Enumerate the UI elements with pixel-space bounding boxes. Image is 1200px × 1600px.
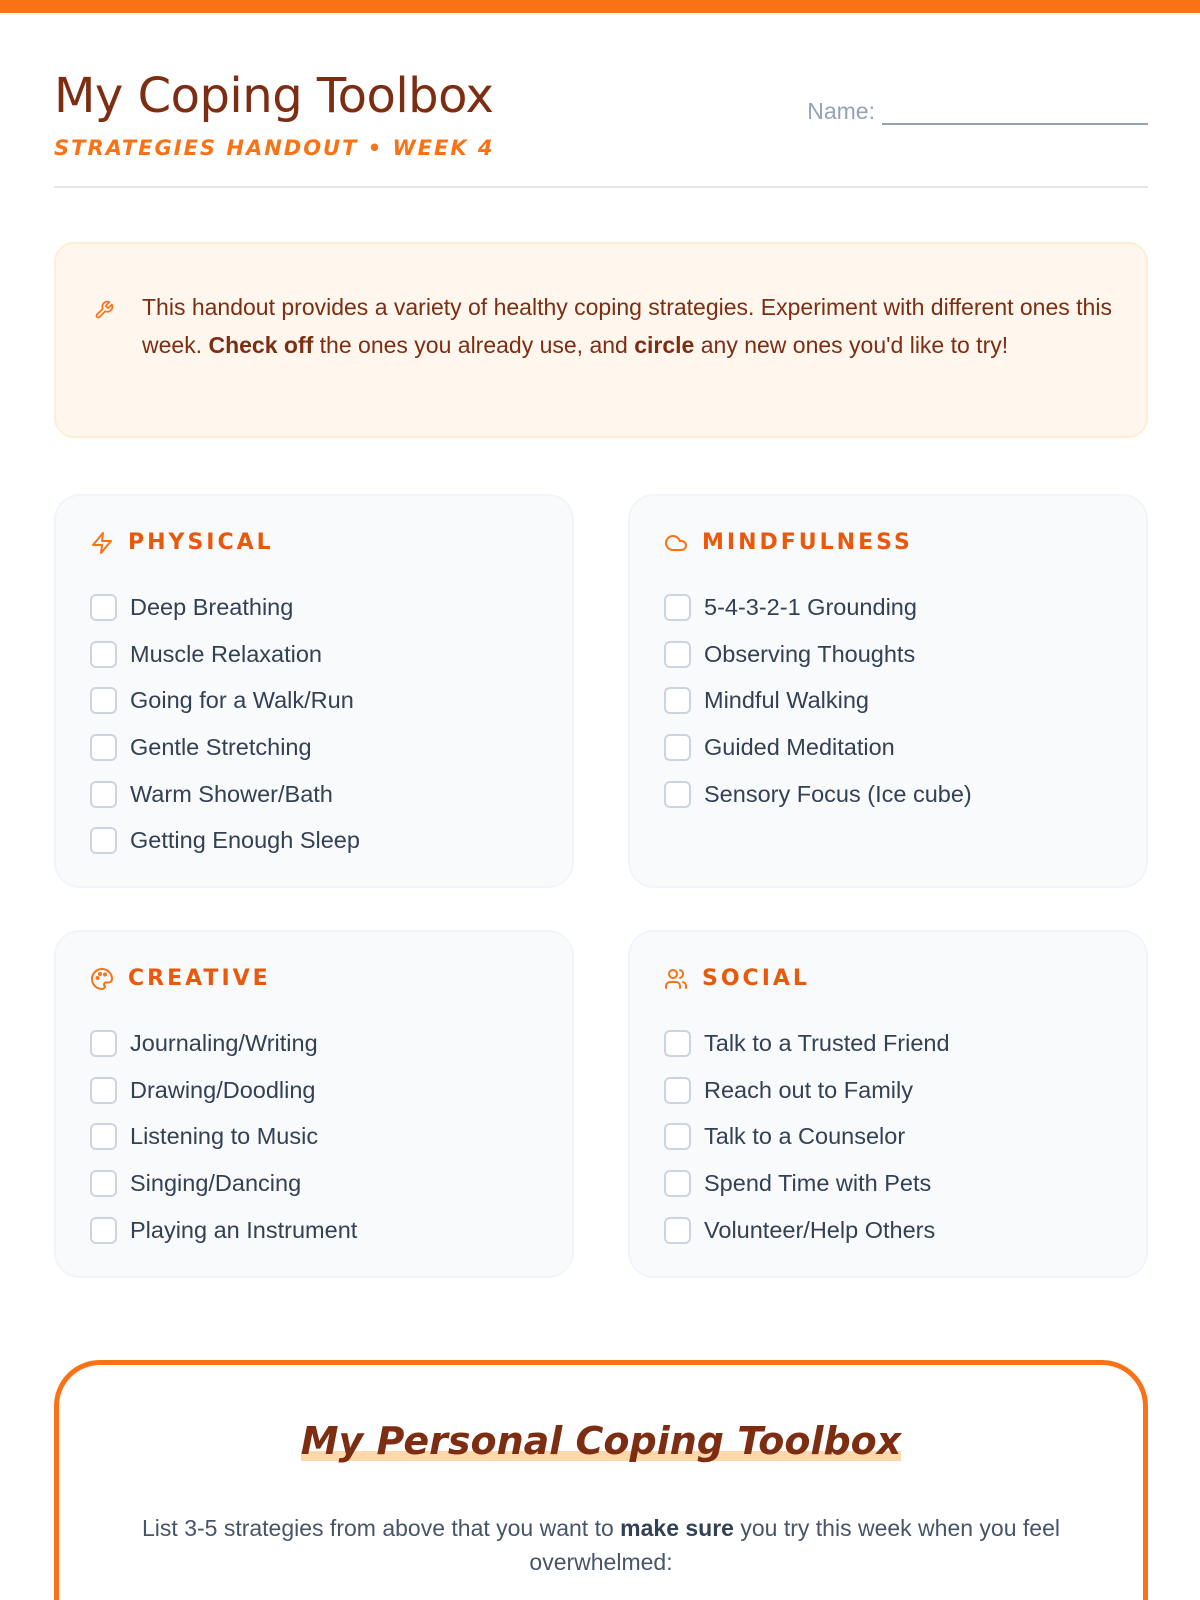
strategy-checkbox[interactable]: [664, 1217, 691, 1244]
category-title: CREATIVE: [128, 966, 271, 991]
strategy-item[interactable]: [664, 1207, 950, 1254]
strategy-item[interactable]: [90, 1020, 357, 1067]
page-title: My Coping Toolbox: [54, 68, 494, 124]
intro-text: [142, 288, 1112, 364]
strategy-label: Going for a Walk/Run: [130, 687, 354, 714]
strategy-label: Mindful Walking: [704, 687, 869, 714]
category-header: [90, 966, 271, 991]
category-card-creative: [54, 930, 574, 1278]
strategy-checkbox[interactable]: [664, 781, 691, 808]
strategy-label: Talk to a Trusted Friend: [704, 1029, 950, 1056]
toolbox-title: [59, 1419, 1143, 1463]
strategy-label: Getting Enough Sleep: [130, 827, 360, 854]
lightning-bolt-icon: [90, 531, 114, 555]
strategy-label: Journaling/Writing: [130, 1029, 318, 1056]
strategy-item[interactable]: [664, 631, 972, 678]
strategy-checkbox[interactable]: [90, 1170, 117, 1197]
strategy-checkbox[interactable]: [90, 1217, 117, 1244]
cloud-icon: [664, 531, 688, 555]
strategy-checkbox[interactable]: [664, 1123, 691, 1150]
strategy-checkbox[interactable]: [90, 1077, 117, 1104]
strategy-item[interactable]: [664, 1113, 950, 1160]
intro-text-part: any new ones you'd like to try!: [694, 332, 1009, 358]
strategy-checkbox[interactable]: [90, 734, 117, 761]
name-input-line[interactable]: [882, 105, 1148, 125]
strategy-label: 5-4-3-2-1 Grounding: [704, 593, 917, 620]
intro-emphasis-circle: circle: [634, 332, 695, 358]
wrench-icon: [94, 300, 114, 320]
strategy-list: [664, 584, 972, 817]
strategy-label: Reach out to Family: [704, 1076, 913, 1103]
page-header: [54, 66, 1148, 188]
strategy-checkbox[interactable]: [664, 1170, 691, 1197]
strategy-checkbox[interactable]: [664, 594, 691, 621]
strategy-label: Listening to Music: [130, 1123, 319, 1150]
toolbox-title-text: My Personal Coping Toolbox: [300, 1419, 902, 1463]
strategy-checkbox[interactable]: [664, 1030, 691, 1057]
strategy-list: [664, 1020, 950, 1253]
intro-text-part: This handout provides a variety of healthy coping strategies. Experiment with different ones this week.: [142, 294, 1112, 358]
category-card-social: [628, 930, 1148, 1278]
strategy-item[interactable]: [90, 1113, 357, 1160]
category-header: [664, 530, 913, 555]
strategy-label: Volunteer/Help Others: [704, 1216, 936, 1243]
strategy-item[interactable]: [90, 771, 360, 818]
category-card-mindfulness: [628, 494, 1148, 888]
strategy-checkbox[interactable]: [90, 594, 117, 621]
strategy-item[interactable]: [664, 771, 972, 818]
toolbox-instructions-part: List 3-5 strategies from above that you want to: [142, 1515, 621, 1541]
strategy-list: [90, 1020, 357, 1253]
category-title: SOCIAL: [702, 966, 810, 991]
users-icon: [664, 967, 688, 991]
strategy-item[interactable]: [90, 631, 360, 678]
strategy-checkbox[interactable]: [664, 734, 691, 761]
toolbox-instructions-part: you try this week when you feel overwhelmed:: [529, 1515, 1060, 1575]
strategy-item[interactable]: [664, 584, 972, 631]
strategy-item[interactable]: [90, 1160, 357, 1207]
top-accent-bar: [0, 0, 1200, 13]
strategy-label: Observing Thoughts: [704, 640, 916, 667]
intro-callout: [54, 242, 1148, 438]
strategy-label: Talk to a Counselor: [704, 1123, 906, 1150]
personal-toolbox-section: [54, 1360, 1148, 1600]
category-header: [664, 966, 810, 991]
intro-emphasis-check-off: Check off: [208, 332, 314, 358]
strategy-label: Warm Shower/Bath: [130, 780, 333, 807]
strategy-checkbox[interactable]: [90, 1123, 117, 1150]
strategy-item[interactable]: [90, 817, 360, 864]
strategy-label: Drawing/Doodling: [130, 1076, 316, 1103]
strategy-item[interactable]: [90, 1067, 357, 1114]
strategy-item[interactable]: [90, 1207, 357, 1254]
name-label: Name:: [807, 98, 875, 124]
strategy-checkbox[interactable]: [90, 641, 117, 668]
strategy-item[interactable]: [664, 1020, 950, 1067]
strategy-checkbox[interactable]: [664, 687, 691, 714]
strategy-label: Guided Meditation: [704, 733, 895, 760]
strategy-label: Spend Time with Pets: [704, 1169, 932, 1196]
strategy-item[interactable]: [664, 677, 972, 724]
strategy-checkbox[interactable]: [90, 1030, 117, 1057]
page-subtitle: STRATEGIES HANDOUT • WEEK 4: [54, 136, 495, 160]
toolbox-instructions-emphasis: make sure: [620, 1515, 734, 1541]
strategy-item[interactable]: [90, 584, 360, 631]
strategy-item[interactable]: [664, 1067, 950, 1114]
category-title: PHYSICAL: [128, 530, 274, 555]
strategy-item[interactable]: [664, 1160, 950, 1207]
strategy-item[interactable]: [664, 724, 972, 771]
strategy-label: Singing/Dancing: [130, 1169, 302, 1196]
palette-icon: [90, 967, 114, 991]
strategy-label: Sensory Focus (Ice cube): [704, 780, 972, 807]
category-card-physical: [54, 494, 574, 888]
category-header: [90, 530, 274, 555]
name-field[interactable]: [807, 98, 1148, 125]
strategy-label: Gentle Stretching: [130, 733, 312, 760]
strategy-checkbox[interactable]: [90, 781, 117, 808]
strategy-checkbox[interactable]: [90, 687, 117, 714]
strategy-label: Playing an Instrument: [130, 1216, 358, 1243]
strategy-item[interactable]: [90, 724, 360, 771]
strategy-label: Deep Breathing: [130, 593, 294, 620]
strategy-checkbox[interactable]: [664, 1077, 691, 1104]
strategy-item[interactable]: [90, 677, 360, 724]
strategy-checkbox[interactable]: [664, 641, 691, 668]
intro-text-part: the ones you already use, and: [313, 332, 635, 358]
strategy-label: Muscle Relaxation: [130, 640, 323, 667]
toolbox-instructions: [119, 1511, 1083, 1579]
strategy-list: [90, 584, 360, 864]
category-title: MINDFULNESS: [702, 530, 913, 555]
strategy-checkbox[interactable]: [90, 827, 117, 854]
